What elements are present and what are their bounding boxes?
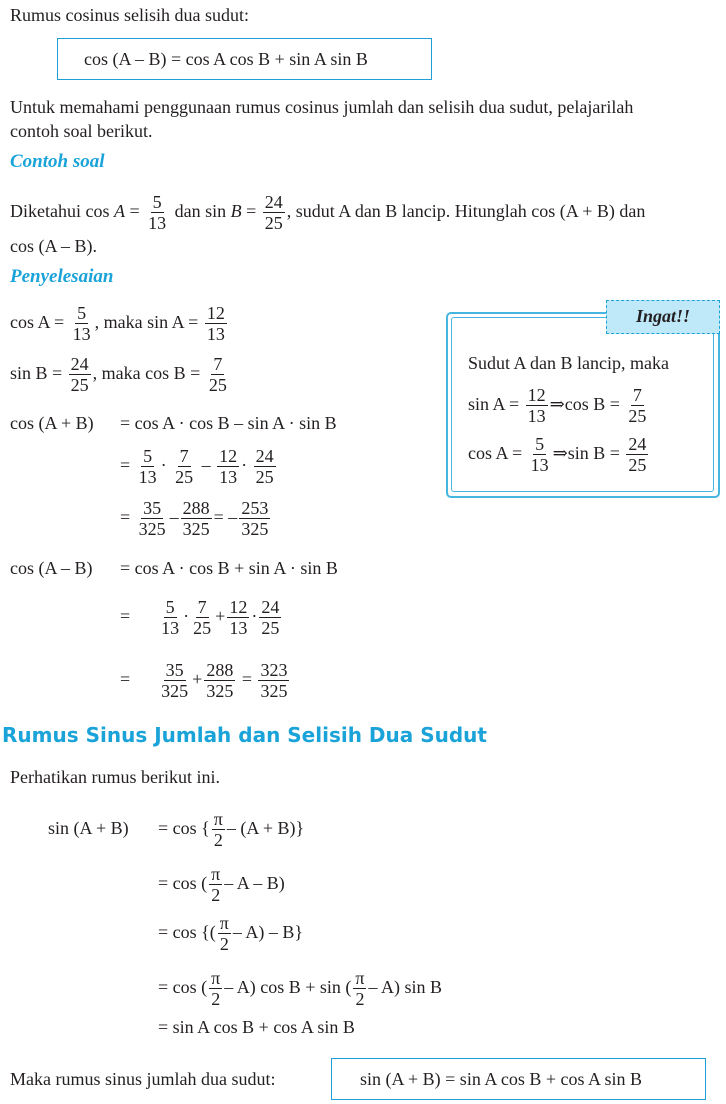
ingat-tag: Ingat!!	[606, 300, 720, 334]
fraction: $\frac{24}{25}$	[264, 192, 283, 234]
ingat-rule-1: sin A = $\frac{12}{13}$ ⇒cos B = $\frac{7}{25}$	[468, 385, 647, 427]
fraction: $\frac{5}{13}$	[72, 303, 91, 345]
formula-box-sin-sum	[331, 1058, 706, 1100]
problem-middle: dan sin	[174, 201, 227, 221]
cos-diff-line-2: = $\frac{5}{13}$ · $\frac{7}{25}$ + $\frac{12}{13}$ · $\frac{24}{25}$	[120, 597, 280, 639]
cos-diff-rhs-1: = cos A · cos B + sin A · sin B	[120, 558, 338, 578]
conclusion-label: Maka rumus sinus jumlah dua sudut:	[10, 1069, 276, 1089]
formula-box-cos-diff	[57, 38, 432, 80]
problem-line-2: cos (A – B).	[10, 236, 97, 256]
sin-sum-line-1: = cos { $\frac{\pi}{2}$ – (A + B)}	[158, 809, 305, 851]
cos-sum-line-3: = $\frac{35}{325}$ – $\frac{288}{325}$ = – $\frac{253}{325}$	[120, 498, 269, 540]
sin-sum-line-3: = cos {( $\frac{\pi}{2}$ – A) – B}	[158, 913, 304, 955]
section-heading: Rumus Sinus Jumlah dan Selisih Dua Sudut	[2, 723, 487, 747]
sin-sum-line-5: = sin A cos B + cos A sin B	[158, 1017, 355, 1037]
fraction: $\frac{7}{25}$	[208, 354, 227, 396]
fraction: $\frac{24}{25}$	[70, 354, 89, 396]
cos-sum-lhs: cos (A + B)	[10, 413, 94, 433]
contoh-soal-heading: Contoh soal	[10, 151, 105, 172]
cos-sum-rhs-1: = cos A · cos B – sin A · sin B	[120, 413, 337, 433]
fraction: $\frac{5}{13}$	[148, 192, 167, 234]
paragraph-line-2: contoh soal berikut.	[10, 121, 153, 141]
step-2: sin B = $\frac{24}{25}$ , maka cos B = $\frac{7}{25}$	[10, 354, 227, 396]
perhatikan-text: Perhatikan rumus berikut ini.	[10, 767, 220, 787]
cos-diff-line-3: = $\frac{35}{325}$ + $\frac{288}{325}$ = $\frac{323}{325}$	[120, 660, 288, 702]
step-1: cos A = $\frac{5}{13}$ , maka sin A = $\frac{12}{13}$	[10, 303, 225, 345]
ingat-line-1: Sudut A dan B lancip, maka	[468, 353, 669, 373]
problem-line-1: Diketahui cos A = $\frac{5}{13}$ dan sin B = $\frac{24}{25}$ , sudut A dan B lancip. Hitunglah cos (A + B) dan	[10, 192, 646, 234]
cos-diff-lhs: cos (A – B)	[10, 558, 93, 578]
problem-prefix: Diketahui cos	[10, 201, 110, 221]
formula-text: cos (A – B) = cos A cos B + sin A sin B	[84, 49, 368, 69]
paragraph-line-1: Untuk memahami penggunaan rumus cosinus jumlah dan selisih dua sudut, pelajarilah	[10, 97, 634, 117]
sin-sum-lhs: sin (A + B)	[48, 818, 129, 838]
cos-sum-line-2: = $\frac{5}{13}$ · $\frac{7}{25}$ – $\frac{12}{13}$ · $\frac{24}{25}$	[120, 446, 274, 488]
problem-suffix: , sudut A dan B lancip. Hitunglah cos (A + B) dan	[286, 201, 646, 221]
penyelesaian-heading: Penyelesaian	[10, 266, 114, 287]
intro-label: Rumus cosinus selisih dua sudut:	[10, 5, 250, 25]
ingat-rule-2: cos A = $\frac{5}{13}$ ⇒sin B = $\frac{24}{25}$	[468, 434, 647, 476]
fraction: $\frac{12}{13}$	[206, 303, 225, 345]
sin-sum-line-2: = cos ( $\frac{\pi}{2}$ – A – B)	[158, 864, 285, 906]
formula-text: sin (A + B) = sin A cos B + cos A sin B	[360, 1069, 642, 1089]
sin-sum-line-4: = cos ( $\frac{\pi}{2}$ – A) cos B + sin ( $\frac{\pi}{2}$ – A) sin B	[158, 968, 442, 1010]
